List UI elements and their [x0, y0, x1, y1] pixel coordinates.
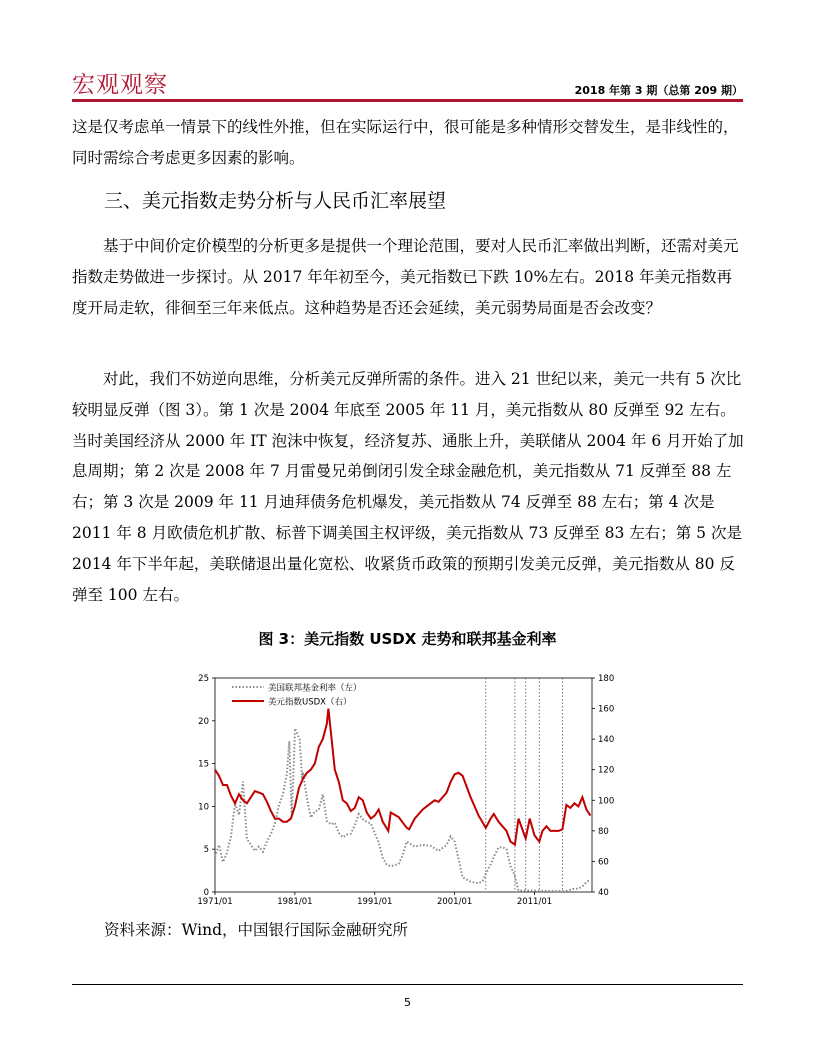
- header-rule: [72, 99, 743, 102]
- left-tick-label: 20: [198, 716, 209, 727]
- right-tick-label: 140: [598, 735, 615, 746]
- right-tick-label: 80: [598, 826, 609, 837]
- x-tick-label: 1991/01: [357, 897, 393, 907]
- right-tick-label: 180: [598, 674, 615, 684]
- paragraph-text: 基于中间价定价模型的分析更多是提供一个理论范围，要对人民币汇率做出判断，还需对美元指数走势做进一步探讨。从 2017 年年初至今，美元指数已下跌 10%左右。2018 年美元指数再度开局走软，徘徊至三年来低点。这种趋势是否还会延续，美元弱势局面是否会改变？: [72, 237, 739, 317]
- left-tick-label: 5: [203, 845, 209, 856]
- paragraph-intro: [72, 112, 745, 174]
- page-number: 5: [404, 996, 411, 1009]
- paragraph-1: [72, 231, 745, 323]
- left-tick-label: 0: [203, 888, 209, 898]
- left-tick-label: 15: [198, 759, 209, 770]
- header-title: 宏观观察: [72, 72, 168, 98]
- right-tick-label: 100: [598, 796, 615, 807]
- usdx-fed-funds-chart: [190, 668, 630, 913]
- figure-source: 资料来源：Wind，中国银行国际金融研究所: [104, 921, 409, 939]
- plot-frame: [215, 678, 592, 892]
- x-tick-label: 2011/01: [516, 897, 553, 907]
- issue-number: 2018 年第 3 期（总第 209 期）: [574, 84, 743, 97]
- usdx-line: [215, 709, 590, 845]
- paragraph-text: 这是仅考虑单一情景下的线性外推，但在实际运行中，很可能是多种情形交替发生，是非线性的，同时需综合考虑更多因素的影响。: [72, 118, 739, 167]
- right-tick-label: 160: [598, 704, 615, 715]
- left-tick-label: 10: [198, 802, 209, 813]
- paragraph-2: [72, 364, 745, 610]
- x-tick-label: 2001/01: [436, 897, 473, 907]
- legend-label-fed-funds: 美国联邦基金利率（左）: [268, 683, 362, 694]
- section-heading: 三、美元指数走势分析与人民币汇率展望: [104, 190, 447, 212]
- legend-label-usdx: 美元指数USDX（右）: [268, 697, 352, 708]
- figure-caption: 图 3：美元指数 USDX 走势和联邦基金利率: [258, 630, 557, 648]
- left-tick-label: 25: [198, 674, 209, 684]
- right-tick-label: 120: [598, 765, 615, 776]
- footer-rule: [72, 984, 743, 985]
- right-tick-label: 60: [598, 857, 609, 868]
- legend: [232, 683, 362, 708]
- x-tick-label: 1981/01: [277, 897, 313, 907]
- right-tick-label: 40: [598, 888, 609, 898]
- paragraph-text: 对此，我们不妨逆向思维，分析美元反弹所需的条件。进入 21 世纪以来，美元一共有 5 次比较明显反弹（图 3）。第 1 次是 2004 年底至 2005 年 11 月，美元指数从 80 反弹至 92 左右。当时美国经济从 2000 年 IT 泡沫中恢复，经济复苏、通胀上升，美联储从 2004 年 6 月开始了加息周期；第 2 次是 2008 年 7 月雷曼兄弟倒闭引发全球金融危机，美元指数从 71 反弹至 88 左右；第 3 次是 2009 年 11 月迪拜债务危机爆发，美元指数从 74 反弹至 88 左右；第 4 次是 2011 年 8 月欧债危机扩散、标普下调美国主权评级，美元指数从 73 反弹至 83 左右；第 5 次是 2014 年下半年起，美联储退出量化宽松、收紧货币政策的预期引发美元反弹，美元指数从 80 反弹至 100 左右。: [72, 370, 744, 604]
- x-tick-label: 1971/01: [197, 897, 233, 907]
